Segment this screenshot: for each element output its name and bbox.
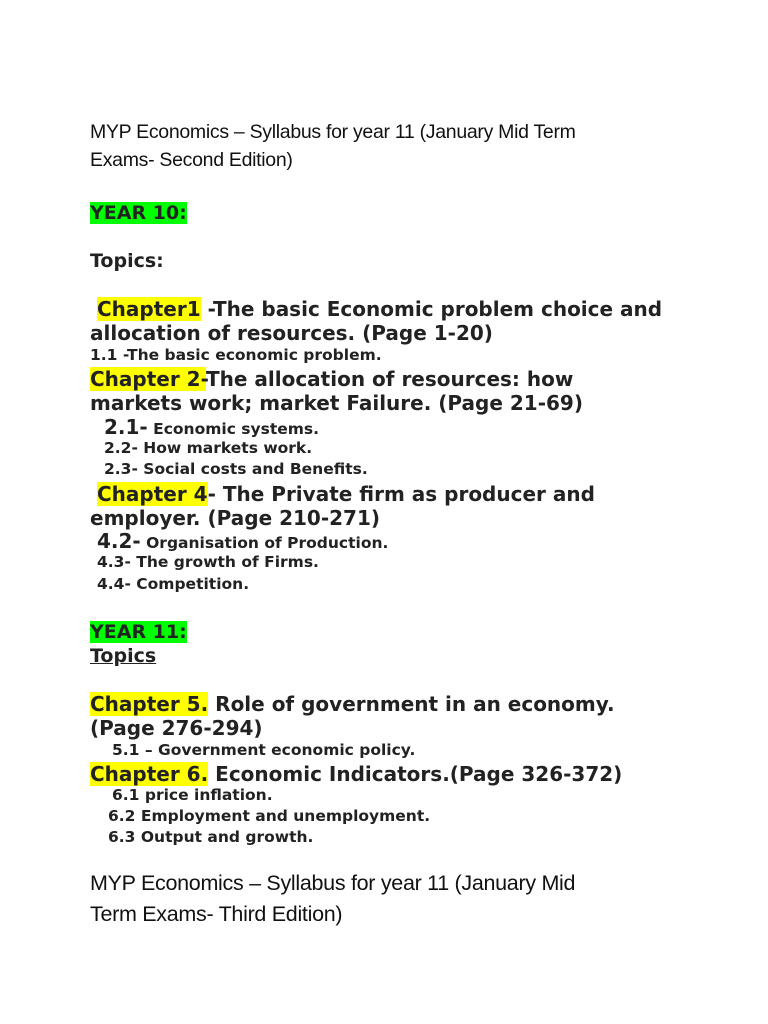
chapter-1-subtopic-1-1: 1.1 -The basic economic problem. bbox=[90, 346, 382, 364]
chapter-5-title-line-2: (Page 276-294) bbox=[90, 716, 263, 740]
chapter-2-heading bbox=[90, 367, 583, 415]
chapter-2-subtopic-2-2: 2.2- How markets work. bbox=[104, 439, 313, 457]
chapter-1-title: -The basic Economic problem choice and bbox=[200, 297, 663, 321]
year-11-label: YEAR 11: bbox=[90, 621, 187, 643]
chapter-5-tag: Chapter 5. bbox=[90, 692, 209, 716]
chapter-6-tag: Chapter 6. bbox=[90, 762, 209, 786]
year-10-topics-heading: Topics: bbox=[90, 250, 164, 272]
chapter-1-heading bbox=[90, 297, 662, 345]
title-2-line-1: MYP Economics – Syllabus for year 11 (January Mid bbox=[90, 871, 576, 895]
chapter-2-title-line-2: markets work; market Failure. (Page 21-69) bbox=[90, 391, 583, 415]
chapter-2-tag: Chapter 2- bbox=[90, 367, 206, 391]
subtopic-2-1-number: 2.1- bbox=[104, 415, 148, 439]
chapter-6-subtopic-6-2: 6.2 Employment and unemployment. bbox=[108, 807, 431, 825]
chapter-4-heading bbox=[90, 482, 595, 530]
document-title-third-edition bbox=[90, 868, 575, 930]
chapter-5-heading bbox=[90, 692, 615, 740]
chapter-2-title: The allocation of resources: how bbox=[205, 367, 574, 391]
chapter-4-tag: Chapter 4 bbox=[97, 482, 208, 506]
document-title-second-edition bbox=[90, 118, 576, 174]
chapter-6-subtopic-6-1: 6.1 price inflation. bbox=[112, 786, 273, 804]
subtopic-4-2-text: Organisation of Production. bbox=[140, 534, 389, 552]
chapter-6-title: Economic Indicators.(Page 326-372) bbox=[208, 762, 623, 786]
chapter-6-subtopic-6-3: 6.3 Output and growth. bbox=[108, 828, 314, 846]
chapter-4-subtopic-4-2 bbox=[97, 529, 388, 553]
chapter-4-title: - The Private firm as producer and bbox=[207, 482, 595, 506]
year-11-topics-heading: Topics bbox=[90, 645, 157, 667]
title-2-line-2: Term Exams- Third Edition) bbox=[90, 902, 343, 926]
title-line-1: MYP Economics – Syllabus for year 11 (January Mid Term bbox=[90, 121, 576, 143]
chapter-4-subtopic-4-3: 4.3- The growth of Firms. bbox=[97, 553, 319, 571]
chapter-2-subtopic-2-1 bbox=[104, 415, 319, 439]
chapter-1-tag: Chapter1 bbox=[97, 297, 201, 321]
chapter-5-title: Role of government in an economy. bbox=[208, 692, 615, 716]
year-10-heading bbox=[90, 201, 187, 225]
chapter-6-heading bbox=[90, 762, 622, 786]
year-10-label: YEAR 10: bbox=[90, 202, 187, 224]
subtopic-2-1-text: Economic systems. bbox=[147, 420, 320, 438]
year-11-heading bbox=[90, 620, 187, 644]
chapter-4-subtopic-4-4: 4.4- Competition. bbox=[97, 575, 250, 593]
chapter-2-subtopic-2-3: 2.3- Social costs and Benefits. bbox=[104, 460, 368, 478]
title-line-2: Exams- Second Edition) bbox=[90, 149, 293, 171]
chapter-5-subtopic-5-1: 5.1 – Government economic policy. bbox=[112, 741, 416, 759]
subtopic-4-2-number: 4.2- bbox=[97, 529, 141, 553]
chapter-1-title-line-2: allocation of resources. (Page 1-20) bbox=[90, 321, 493, 345]
chapter-4-title-line-2: employer. (Page 210-271) bbox=[90, 506, 381, 530]
